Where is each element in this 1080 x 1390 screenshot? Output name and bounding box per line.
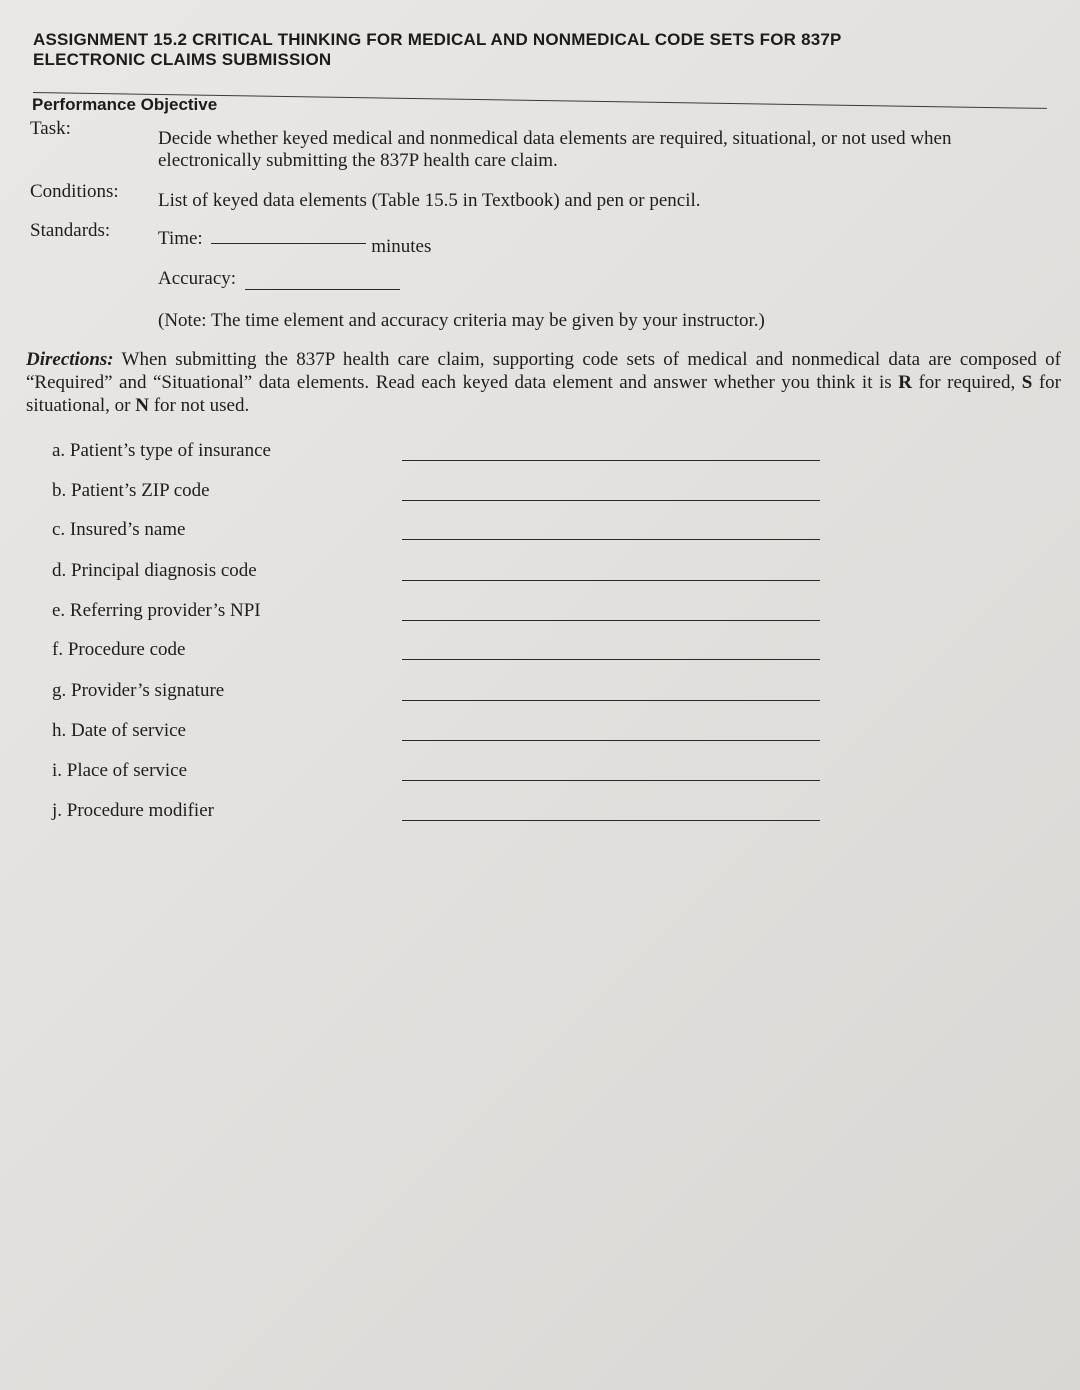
item-label: b. Patient’s ZIP code xyxy=(52,480,210,501)
item-label: a. Patient’s type of insurance xyxy=(52,440,271,461)
accuracy-row xyxy=(158,268,400,290)
item-label: g. Provider’s signature xyxy=(52,680,225,701)
item-label: i. Place of service xyxy=(52,760,188,781)
directions-paragraph xyxy=(26,348,1061,417)
assignment-heading-line1: ASSIGNMENT 15.2 CRITICAL THINKING FOR MEDICAL AND NONMEDICAL CODE SETS FOR 837P xyxy=(33,30,842,49)
conditions-label: Conditions: xyxy=(30,181,119,202)
answer-line[interactable] xyxy=(402,780,820,781)
directions-n: N xyxy=(135,395,149,416)
directions-r: R xyxy=(898,372,912,393)
directions-text-1: When submitting the 837P health care claim, supporting code sets of medical and nonmedical data are composed of “Required” and “Situational” data elements. Read each keyed data element and answer whether you think it is xyxy=(26,349,1061,393)
list-item xyxy=(52,560,832,586)
list-item xyxy=(52,680,832,706)
item-label: c. Insured’s name xyxy=(52,519,186,540)
directions-s: S xyxy=(1021,372,1033,393)
time-unit: minutes xyxy=(371,236,432,257)
assignment-heading xyxy=(33,30,1033,70)
performance-objective-heading: Performance Objective xyxy=(32,95,218,114)
list-item xyxy=(52,720,832,746)
item-label: h. Date of service xyxy=(52,720,186,741)
time-row xyxy=(158,228,432,257)
task-text: Decide whether keyed medical and nonmedical data elements are required, situational, or not used when electronically submitting the 837P health care claim. xyxy=(158,128,952,171)
directions-label: Directions: xyxy=(26,349,114,370)
time-blank[interactable] xyxy=(211,229,366,244)
assignment-heading-line2: ELECTRONIC CLAIMS SUBMISSION xyxy=(33,50,332,69)
accuracy-blank[interactable] xyxy=(245,275,400,290)
directions-text-3: for situational, or xyxy=(26,372,1061,416)
list-item xyxy=(52,519,832,545)
list-item xyxy=(52,760,832,786)
answer-line[interactable] xyxy=(402,620,820,621)
answer-line[interactable] xyxy=(402,740,820,741)
directions-text-2: for required, xyxy=(911,372,1022,393)
list-item xyxy=(52,639,832,665)
list-item xyxy=(52,480,832,506)
standards-note: (Note: The time element and accuracy criteria may be given by your instructor.) xyxy=(158,310,765,331)
conditions-text: List of keyed data elements (Table 15.5 in Textbook) and pen or pencil. xyxy=(158,190,701,211)
answer-line[interactable] xyxy=(402,659,820,660)
item-label: d. Principal diagnosis code xyxy=(52,560,257,581)
item-label: e. Referring provider’s NPI xyxy=(52,600,261,621)
list-item xyxy=(52,440,832,466)
task-label: Task: xyxy=(30,118,71,139)
directions-text-4: for not used. xyxy=(148,395,250,416)
answer-line[interactable] xyxy=(402,700,820,701)
answer-line[interactable] xyxy=(402,539,820,540)
list-item xyxy=(52,600,832,626)
list-item xyxy=(52,800,832,826)
answer-line[interactable] xyxy=(402,820,820,821)
standards-label: Standards: xyxy=(30,220,111,241)
accuracy-label: Accuracy: xyxy=(158,268,237,289)
answer-line[interactable] xyxy=(402,500,820,501)
item-label: j. Procedure modifier xyxy=(52,800,214,821)
answer-line[interactable] xyxy=(402,460,820,461)
item-label: f. Procedure code xyxy=(52,639,186,660)
answer-line[interactable] xyxy=(402,580,820,581)
time-label: Time: xyxy=(158,228,203,249)
